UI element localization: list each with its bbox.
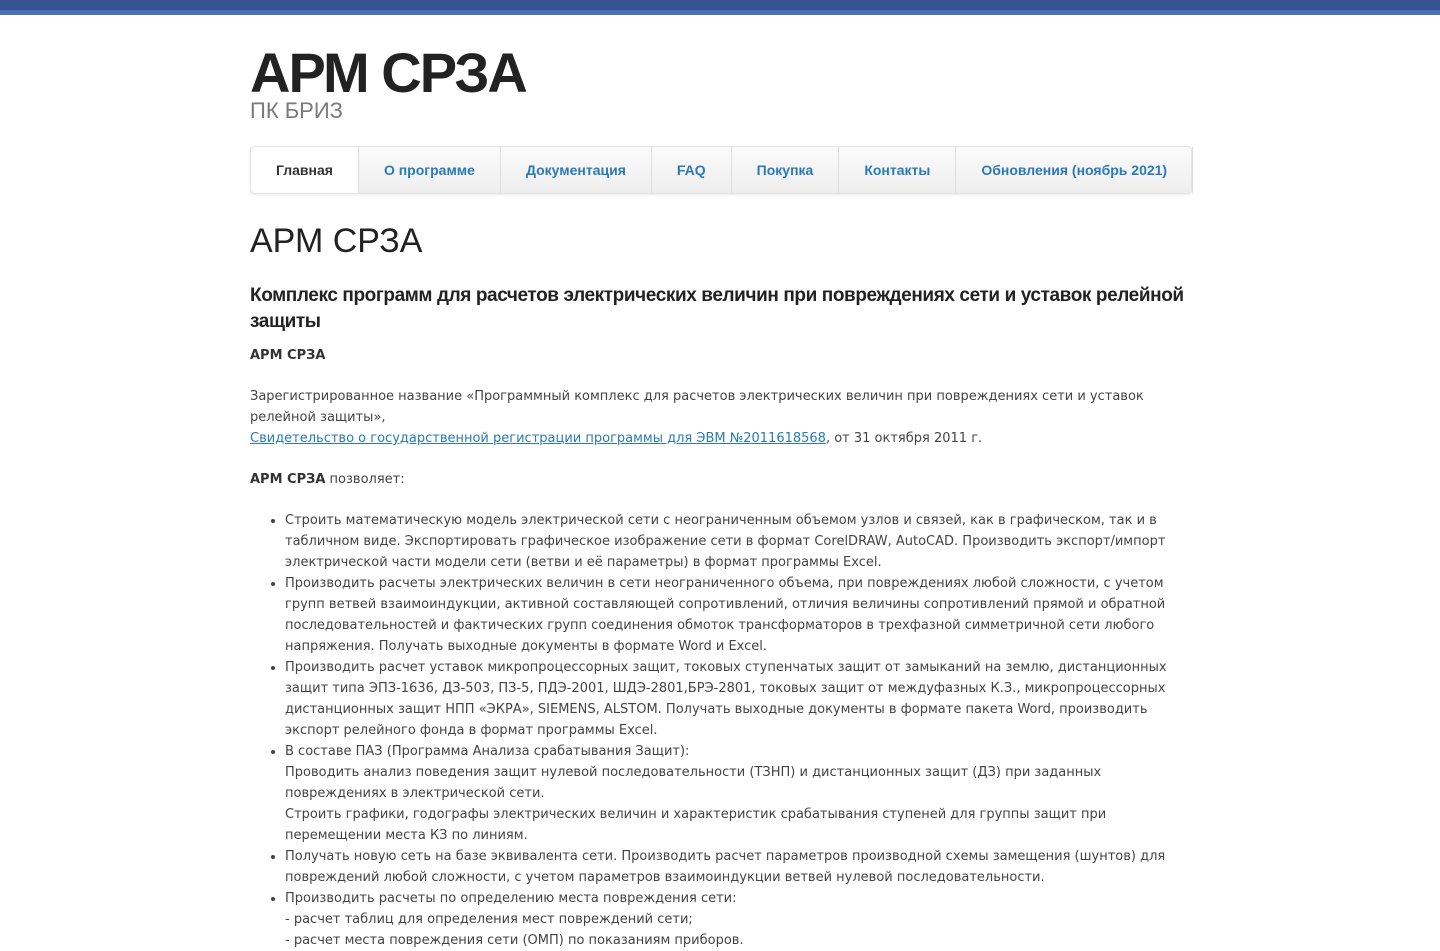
nav-item-contacts[interactable]: Контакты	[839, 147, 956, 193]
list-item-line: • В составе ПАЗ (Программа Анализа срабатывания Защит):	[285, 744, 690, 759]
list-item: • Производить расчет уставок микропроцессорных защит, токовых ступенчатых защит от замыканий на землю, дистанционных защит типа ЭПЗ-1636, ДЗ-503, ПЗ-5, ПДЭ-2001, ШДЭ-2801,БРЭ-2801, токовых защит от междуфазных К.З., микропроцессорных дистанционных защит НПП «ЭКРА», SIEMENS, ALSTOM. Получать выходные документы в формате пакета Word, производить экспорт релейного фонда в формат программы Excel.	[285, 657, 1192, 741]
list-item	[285, 888, 1192, 951]
registration-certificate-link[interactable]: Свидетельство о государственной регистрации программы для ЭВМ №2011618568	[250, 431, 826, 446]
list-item-line: - расчет места повреждения сети (ОМП) по показаниям приборов.	[285, 933, 744, 948]
allows-product-name: АРМ СРЗА	[250, 472, 326, 487]
site-subtitle: ПК БРИЗ	[250, 98, 343, 123]
nav-item-updates[interactable]: Обновления (ноябрь 2021)	[956, 147, 1193, 193]
product-name-label: АРМ СРЗА	[250, 348, 326, 363]
list-item-line: • Производить расчеты по определению места повреждения сети:	[285, 891, 737, 906]
list-item: • Производить расчеты электрических величин в сети неограниченного объема, при повреждениях любой сложности, с учетом групп ветвей взаимоиндукции, активной составляющей сопротивлений, отличия величины сопротивлений прямой и обратной последовательностей и фактических групп соединения обмоток трансформаторов в трехфазной симметричной сети любого напряжения. Получать выходные документы в формате Word и Excel.	[285, 573, 1192, 657]
list-item: • Получать новую сеть на базе эквивалента сети. Производить расчет параметров производной схемы замещения (шунтов) для повреждений любой сложности, с учетом параметров взаимоиндукции ветвей нулевой последовательности.	[285, 846, 1192, 888]
site-title[interactable]: АРМ СРЗА	[250, 41, 526, 104]
allows-paragraph	[250, 469, 1192, 490]
article-content	[250, 345, 1192, 951]
list-item: • Строить математическую модель электрической сети с неограниченным объемом узлов и связей, как в графическом, так и в табличном виде. Экспортировать графическое изображение сети в формат CorelDRAW, AutoCAD. Производить экспорт/импорт электрической части модели сети (ветви и её параметры) в формат программы Excel.	[285, 510, 1192, 573]
list-item-line: Строить графики, годографы электрических величин и характеристик срабатывания ступеней для группы защит при перемещении места КЗ по линиям.	[285, 807, 1107, 843]
top-accent-bar	[0, 0, 1440, 15]
nav-item-faq[interactable]: FAQ	[652, 147, 732, 193]
page-subtitle: Комплекс программ для расчетов электрических величин при повреждениях сети и уставок релейной защиты	[250, 285, 1184, 332]
allows-text: позволяет:	[325, 472, 405, 487]
page-title: АРМ СРЗА	[250, 222, 423, 260]
nav-item-documentation[interactable]: Документация	[501, 147, 652, 193]
nav-item-home[interactable]: Главная	[251, 147, 359, 193]
registration-paragraph	[250, 386, 1192, 449]
list-item-line: Проводить анализ поведения защит нулевой последовательности (ТЗНП) и дистанционных защит (ДЗ) при заданных повреждениях в электрической сети.	[285, 765, 1102, 801]
list-item-line: - расчет таблиц для определения мест повреждений сети;	[285, 912, 693, 927]
list-item	[285, 741, 1192, 846]
nav-item-about[interactable]: О программе	[359, 147, 501, 193]
features-list	[250, 510, 1192, 951]
registration-date: , от 31 октября 2011 г.	[825, 431, 983, 446]
registration-text: Зарегистрированное название «Программный комплекс для расчетов электрических величин при повреждениях сети и уставок релейной защиты»,	[250, 389, 1144, 425]
nav-item-purchase[interactable]: Покупка	[732, 147, 840, 193]
page-wrapper	[250, 15, 1192, 951]
main-navigation	[250, 146, 1192, 194]
